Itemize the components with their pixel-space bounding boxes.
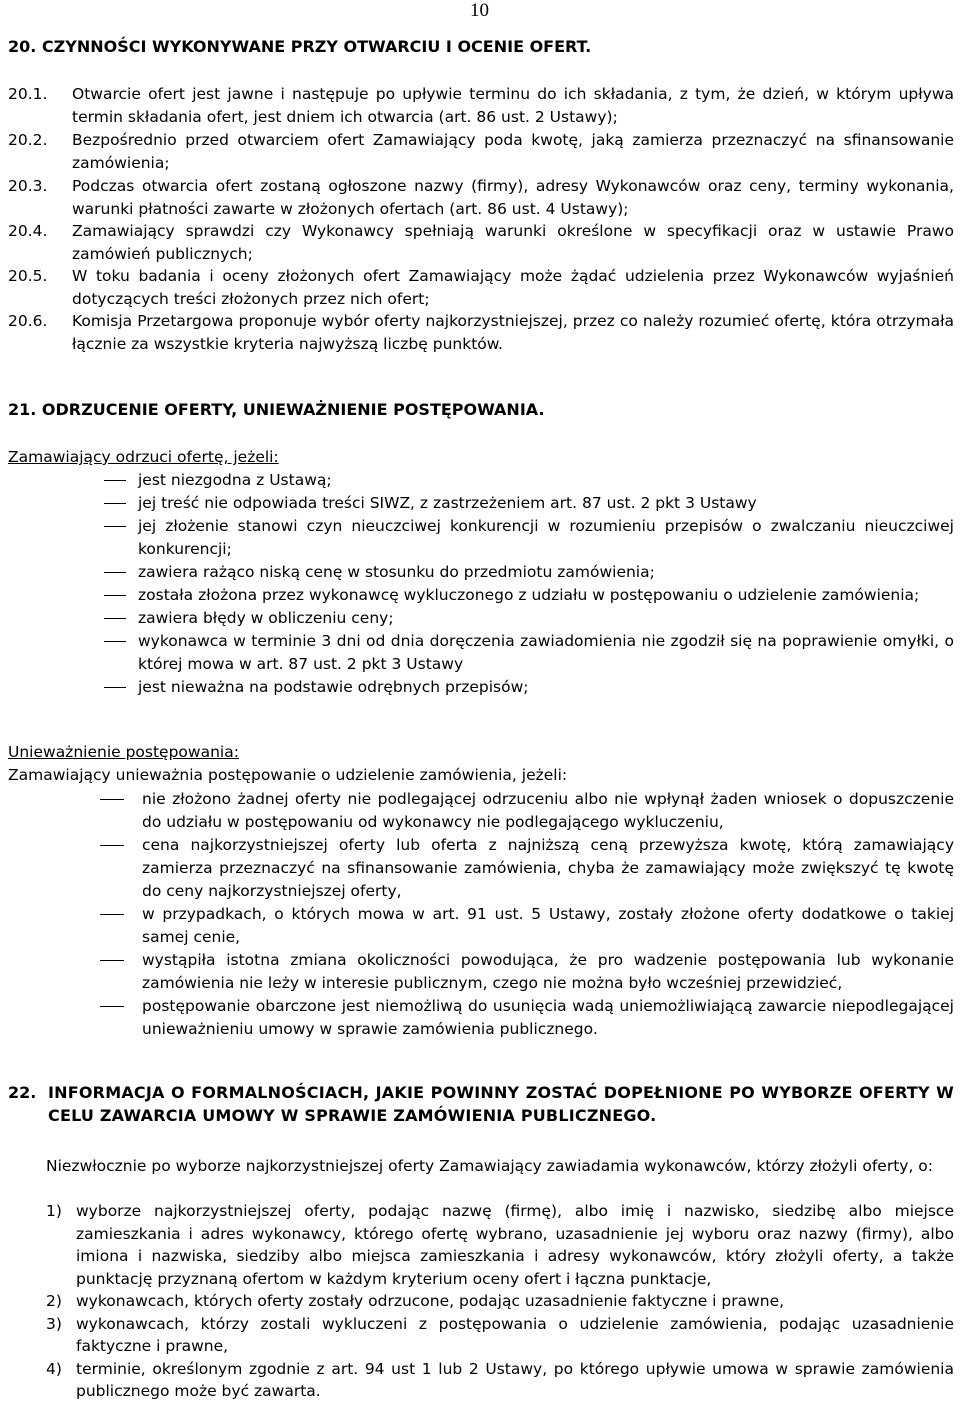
list-item: [8, 834, 954, 903]
clause-20-4: [8, 220, 954, 265]
cancel-heading: Unieważnienie postępowania:: [8, 743, 239, 761]
list-item-text: wystąpiła istotna zmiana okoliczności powodująca, że pro wadzenie postępowania lub wykonanie zamówienia nie leży w interesie publicznym, czego nie można było wcześniej przewidzieć,: [142, 951, 954, 992]
section-22-heading: [8, 1081, 954, 1127]
dash-bullet: [104, 641, 126, 642]
list-item: [8, 492, 954, 515]
cancel-list: [8, 788, 954, 1041]
list-item-text: zawiera rażąco niską cenę w stosunku do przedmiotu zamówienia;: [138, 563, 655, 581]
reject-list: [8, 469, 954, 699]
list-item-text: jej treść nie odpowiada treści SIWZ, z zastrzeżeniem art. 87 ust. 2 pkt 3 Ustawy: [138, 494, 757, 512]
list-number: 3): [46, 1314, 62, 1333]
list-item-text: jest nieważna na podstawie odrębnych przepisów;: [138, 678, 529, 696]
clause-number: 20.6.: [8, 312, 48, 330]
clause-number: 20.1.: [8, 85, 48, 103]
list-number: 2): [46, 1292, 62, 1310]
clause-text: Otwarcie ofert jest jawne i następuje po upływie terminu do ich składania, z tym, że dzień, w którym upływa termin składania ofert, jest dniem ich otwarcia (art. 86 ust. 2 Ustawy);: [72, 85, 954, 126]
list-item: [8, 561, 954, 584]
list-item-text: w przypadkach, o których mowa w art. 91 ust. 5 Ustawy, zostały złożone oferty dodatkowe o takiej samej cenie,: [142, 905, 954, 946]
list-item-text: cena najkorzystniejszej oferty lub oferta z najniższą ceną przewyższa kwotę, którą zamawiający zamierza przeznaczyć na sfinansowanie zamówienia, chyba że zamawiający może zwiększyć tę kwotę do ceny najkorzystniejszej oferty,: [142, 836, 954, 900]
page-number: 10: [470, 0, 489, 21]
list-item-text: zawiera błędy w obliczeniu ceny;: [138, 609, 394, 627]
clause-20-1: [8, 83, 954, 128]
list-item: [8, 676, 954, 699]
clause-text: Bezpośrednio przed otwarciem ofert Zamawiający poda kwotę, jaką zamierza przeznaczyć na sfinansowanie zamówienia;: [72, 131, 954, 172]
clause-text: Podczas otwarcia ofert zostaną ogłoszone nazwy (firmy), adresy Wykonawców oraz ceny, terminy wykonania, warunki płatności zawarte w złożonych ofertach (art. 86 ust. 4 Ustawy);: [72, 177, 954, 218]
dash-bullet: [104, 503, 126, 504]
list-item: [46, 1290, 954, 1313]
clause-number: 20.5.: [8, 267, 48, 285]
dash-bullet: [104, 618, 126, 619]
list-item-text: terminie, określonym zgodnie z art. 94 ust 1 lub 2 Ustawy, po którego upływie umowa w sprawie zamówienia publicznego może być zawarta.: [76, 1359, 954, 1400]
clause-number: 20.2.: [8, 131, 48, 149]
list-item: [8, 630, 954, 676]
list-item-text: wyborze najkorzystniejszej oferty, podając nazwę (firmę), albo imię i nazwisko, siedzibę albo miejsce zamieszkania i adres wykonawcy, którego ofertę wybrano, uzasadnienie jej wyboru oraz nazwy (firmy), albo imiona i nazwiska, siedziby albo miejsca zamieszkania i adresy wykonawców, który złożyli oferty, a także punktację przyznaną ofertom w każdym kryterium oceny ofert i łączna punktacje,: [76, 1202, 954, 1288]
clause-text: W toku badania i oceny złożonych ofert Zamawiający może żądać udzielenia przez Wykonawców wyjaśnień dotyczących treści złożonych przez nich ofert;: [72, 267, 954, 308]
list-item-text: wykonawcach, którzy zostali wykluczeni z postępowania o udzielenie zamówienia, podając uzasadnienie faktyczne i prawne,: [76, 1314, 954, 1355]
section-number: 22.: [8, 1083, 37, 1102]
dash-bullet: [100, 960, 124, 961]
dash-bullet: [100, 799, 124, 800]
clause-number: 20.3.: [8, 177, 48, 195]
section-20-heading: 20. CZYNNOŚCI WYKONYWANE PRZY OTWARCIU I OCENIE OFERT.: [8, 37, 592, 56]
list-item: [8, 607, 954, 630]
clause-20-3: [8, 175, 954, 220]
list-item: [46, 1200, 954, 1290]
dash-bullet: [104, 687, 126, 688]
clause-20-2: [8, 129, 954, 174]
list-item: [46, 1313, 954, 1358]
dash-bullet: [100, 914, 124, 915]
dash-bullet: [104, 595, 126, 596]
list-item: [8, 949, 954, 995]
list-item: [8, 903, 954, 949]
reject-heading: Zamawiający odrzuci ofertę, jeżeli:: [8, 448, 279, 466]
clause-text: Zamawiający sprawdzi czy Wykonawcy spełniają warunki określone w specyfikacji oraz w ustawie Prawo zamówień publicznych;: [72, 222, 954, 263]
dash-bullet: [100, 845, 124, 846]
clause-text: Komisja Przetargowa proponuje wybór oferty najkorzystniejszej, przez co należy rozumieć ofertę, która otrzymała łącznie za wszystkie kryteria najwyższą liczbę punktów.: [72, 312, 954, 353]
clause-20-6: [8, 310, 954, 355]
section-21-heading: 21. ODRZUCENIE OFERTY, UNIEWAŻNIENIE POSTĘPOWANIA.: [8, 400, 545, 419]
list-item: [8, 995, 954, 1041]
dash-bullet: [100, 1006, 124, 1007]
dash-bullet: [104, 572, 126, 573]
section-22-intro: Niezwłocznie po wyborze najkorzystniejszej oferty Zamawiający zawiadamia wykonawców, którzy złożyli oferty, o:: [46, 1157, 934, 1175]
dash-bullet: [104, 480, 126, 481]
list-item-text: wykonawcach, których oferty zostały odrzucone, podając uzasadnienie faktyczne i prawne,: [76, 1292, 785, 1310]
list-item-text: jej złożenie stanowi czyn nieuczciwej konkurencji w rozumieniu przepisów o zwalczaniu nieuczciwej konkurencji;: [138, 517, 954, 558]
clause-20-5: [8, 265, 954, 310]
list-item-text: została złożona przez wykonawcę wykluczonego z udziału w postępowaniu o udzielenie zamówienia;: [138, 586, 920, 604]
list-item-text: jest niezgodna z Ustawą;: [138, 471, 332, 489]
list-item: [8, 515, 954, 561]
list-item: [8, 788, 954, 834]
list-item-text: postępowanie obarczone jest niemożliwą do usunięcia wadą uniemożliwiającą zawarcie niepodlegającej unieważnieniu umowy w sprawie zamówienia publicznego.: [142, 997, 954, 1038]
list-item: [8, 469, 954, 492]
clause-number: 20.4.: [8, 222, 48, 240]
notification-list: [46, 1200, 954, 1403]
dash-bullet: [104, 526, 126, 527]
list-item-text: wykonawca w terminie 3 dni od dnia doręczenia zawiadomienia nie zgodził się na poprawienie omyłki, o której mowa w art. 87 ust. 2 pkt 3 Ustawy: [138, 632, 954, 673]
list-item: [46, 1358, 954, 1403]
cancel-intro: Zamawiający unieważnia postępowanie o udzielenie zamówienia, jeżeli:: [8, 766, 568, 784]
list-item-text: nie złożono żadnej oferty nie podlegającej odrzuceniu albo nie wpłynął żaden wniosek o dopuszczenie do udziału w postępowaniu od wykonawcy nie podlegającego wykluczeniu,: [142, 790, 954, 831]
list-number: 1): [46, 1202, 62, 1220]
section-title: INFORMACJA O FORMALNOŚCIACH, JAKIE POWINNY ZOSTAĆ DOPEŁNIONE PO WYBORZE OFERTY W CELU ZAWARCIA UMOWY W SPRAWIE ZAMÓWIENIA PUBLICZNEGO.: [48, 1083, 954, 1125]
list-item: [8, 584, 954, 607]
list-number: 4): [46, 1359, 62, 1378]
